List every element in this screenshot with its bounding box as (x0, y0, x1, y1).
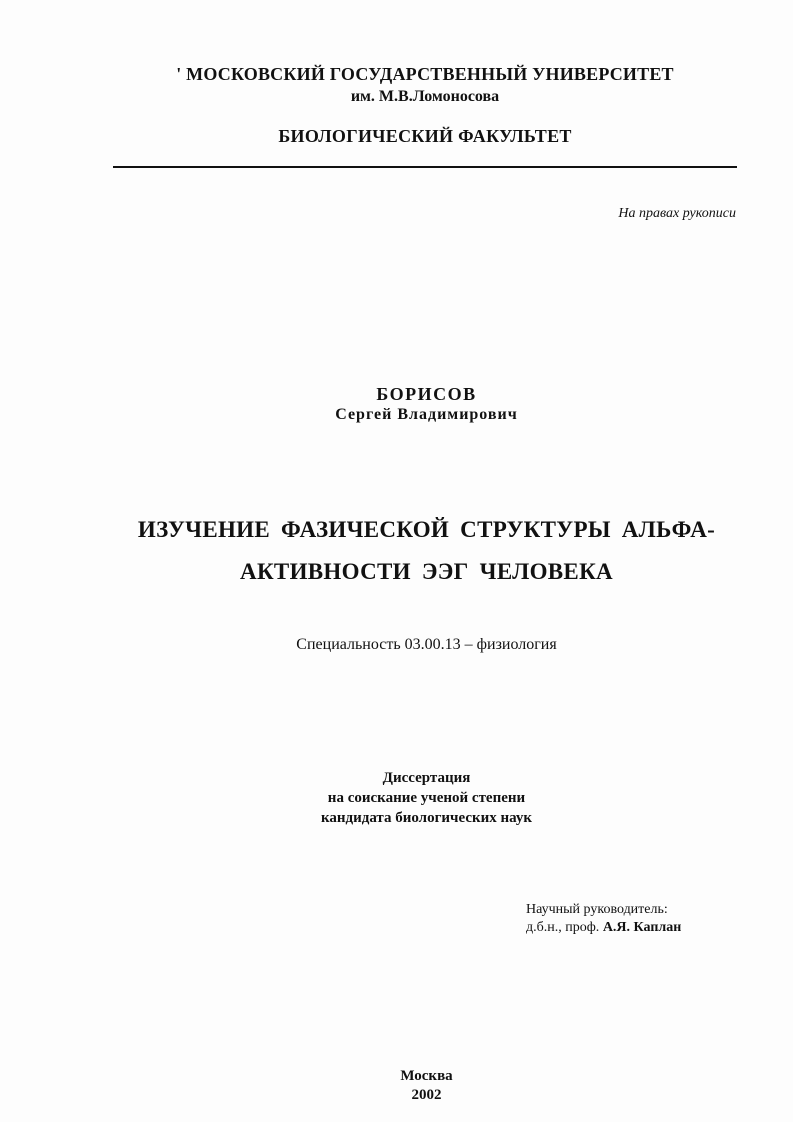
faculty-name: БИОЛОГИЧЕСКИЙ ФАКУЛЬТЕТ (278, 126, 572, 146)
dissertation-label: Диссертация (382, 770, 471, 786)
advisor-info (526, 920, 681, 936)
advisor-degree: д.б.н., проф. (526, 920, 600, 935)
manuscript-rights-note: На правах рукописи (618, 206, 736, 221)
thesis-title-line-1: ИЗУЧЕНИЕ ФАЗИЧЕСКОЙ СТРУКТУРЫ АЛЬФА- (137, 517, 716, 542)
author-name: Сергей Владимирович (335, 406, 518, 423)
author-surname: БОРИСОВ (376, 384, 477, 404)
thesis-title-line-2: АКТИВНОСТИ ЭЭГ ЧЕЛОВЕКА (240, 559, 613, 584)
city: Москва (400, 1068, 453, 1084)
advisor-name: А.Я. Каплан (602, 920, 682, 935)
year: 2002 (411, 1087, 442, 1103)
dissertation-degree-line-2: кандидата биологических наук (320, 810, 533, 826)
specialty: Специальность 03.00.13 – физиология (296, 636, 557, 653)
university-named-after: им. М.В.Ломоносова (350, 88, 500, 105)
dissertation-degree-line-1: на соискание ученой степени (327, 790, 526, 806)
header-divider (113, 166, 737, 168)
university-name: ' МОСКОВСКИЙ ГОСУДАРСТВЕННЫЙ УНИВЕРСИТЕТ (176, 64, 674, 84)
advisor-label: Научный руководитель: (526, 902, 668, 917)
